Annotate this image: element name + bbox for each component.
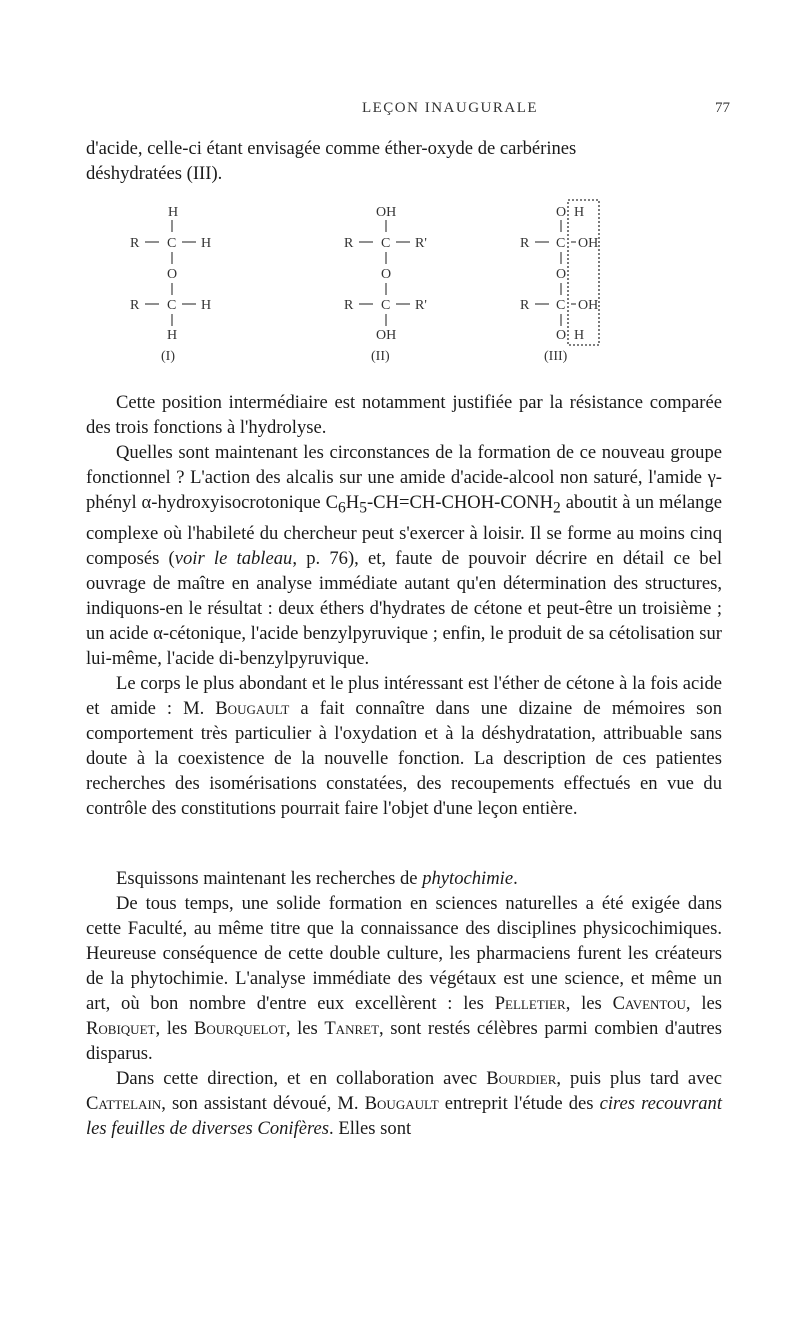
formula-I-upper-c: C bbox=[167, 236, 177, 251]
formula-I-bottom-sub: H bbox=[167, 328, 178, 343]
formula-III-bottom-h: H bbox=[574, 328, 585, 343]
separator: , les bbox=[155, 1018, 194, 1039]
phytochemistry-term: phytochimie bbox=[422, 868, 514, 889]
formula-III-lower-right: OH bbox=[578, 298, 599, 313]
formula-III-lower-left: R bbox=[520, 298, 530, 313]
paragraph-waxes-text-d: entreprit l'étude des bbox=[438, 1093, 600, 1114]
author-name: Robiquet bbox=[86, 1018, 156, 1039]
formula-II-bridge: O bbox=[381, 267, 392, 282]
formula-I-bridge: O bbox=[167, 267, 178, 282]
paragraph-formation-text-c: aboutit à un mélange complexe où l'habileté du chercheur peut s'exercer à loisir. Il se forme au moins cinq composés ( bbox=[86, 492, 722, 569]
formula-I-lower-left: R bbox=[130, 298, 140, 313]
author-name: Pelletier bbox=[494, 993, 566, 1014]
formula-III-bridge: O bbox=[556, 267, 567, 282]
paragraph-phyto-text-a: Esquissons maintenant les recherches de bbox=[116, 868, 423, 889]
formula-I-lower-c: C bbox=[167, 298, 177, 313]
formula-III bbox=[520, 200, 599, 364]
formula-subscript: 6 bbox=[338, 499, 346, 517]
paragraph-formation bbox=[86, 440, 722, 671]
formula-II-top-sub: OH bbox=[376, 205, 397, 220]
author-name: Cattelain bbox=[86, 1093, 162, 1114]
formula-II-upper-right: R' bbox=[415, 236, 427, 251]
formula-I-top-sub: H bbox=[168, 205, 179, 220]
wax-study-title: cires recouvrant les feuilles de diverses Conifères bbox=[86, 1093, 722, 1139]
paragraph-ether-text-a: Le corps le plus abondant et le plus intéressant est l'éther de cétone à la fois acide et amide : M. bbox=[86, 672, 722, 719]
formula-chain: -CH=CH-CHOH-CONH bbox=[366, 492, 554, 513]
formula-II-label: (II) bbox=[371, 349, 390, 364]
formula-III-top-o: O bbox=[556, 205, 567, 220]
paragraph-formation-text-a: Quelles sont maintenant les circonstances de la formation de ce nouveau groupe fonctionnel ? L'action des alcalis sur une amide d'acide-alcool non saturé, l'amide γ-phényl α-hydroxyisocrotonique C bbox=[86, 442, 722, 513]
author-name: Bougault bbox=[215, 697, 290, 719]
intro-text bbox=[86, 136, 722, 186]
formula-III-upper-right: OH bbox=[578, 236, 599, 251]
paragraph-phytochemistry-intro bbox=[86, 866, 722, 891]
formula-II-lower-c: C bbox=[381, 298, 391, 313]
formula-atom-h: H bbox=[345, 492, 360, 513]
formula-III-dehydration-box bbox=[568, 200, 599, 345]
formula-subscript: 2 bbox=[553, 499, 561, 517]
table-reference: voir le tableau bbox=[174, 547, 293, 569]
paragraph-pharmacists-text-b: , sont restés célèbres parmi combien d'autres disparus. bbox=[86, 1018, 722, 1064]
formula-III-label: (III) bbox=[544, 349, 568, 364]
paragraph-ether-text-b: a fait connaître dans une dizaine de mémoires son comportement très particulier à l'oxydation et à la déshydratation, attribuable sans doute à la coexistence de la nouvelle fonction. La description de ces patientes recherches des isomérisations constatées, des recoupements effectués en vue du contrôle des constitutions pourrait faire l'objet d'une leçon entière. bbox=[86, 697, 723, 819]
formula-I bbox=[130, 205, 211, 364]
formula-III-bottom-o: O bbox=[556, 328, 567, 343]
paragraph-ether bbox=[86, 671, 722, 821]
formula-III-upper-left: R bbox=[520, 236, 530, 251]
paragraph-pharmacists-text-a: De tous temps, une solide formation en sciences naturelles a été exigée dans cette Faculté, au même titre que la connaissance des disciplines physicochimiques. Heureuse conséquence de cette double culture, les pharmaciens furent les créateurs de la phytochimie. L'analyse immédiate des végétaux est une science, et même un art, où bon nombre d'entre eux excellèrent : les bbox=[86, 893, 722, 1014]
structural-formulas bbox=[130, 196, 650, 364]
separator: , les bbox=[685, 993, 722, 1014]
paragraph-hydrolysis: Cette position intermédiaire est notamment justifiée par la résistance comparée des trois fonctions à l'hydrolyse. bbox=[86, 392, 722, 438]
paragraph-formation-text-d: , p. 76), et, faute de pouvoir décrire en détail ce bel ouvrage de maître en analyse immédiate autant qu'en détermination des structures, indiquons-en le résultat : deux éthers d'hydrates de cétone et peut-être un troisième ; un acide α-cétonique, l'acide benzylpyruvique ; enfin, le produit de sa cétolisation sur lui-même, l'acide di-benzylpyruvique. bbox=[86, 547, 722, 669]
phytochemistry-text bbox=[86, 866, 722, 1141]
formula-II-upper-c: C bbox=[381, 236, 391, 251]
formula-subscript: 5 bbox=[359, 499, 367, 517]
paragraph-waxes-text-a: Dans cette direction, et en collaboration avec bbox=[116, 1068, 487, 1089]
running-title: LEÇON INAUGURALE bbox=[361, 100, 539, 116]
formula-II-upper-left: R bbox=[344, 236, 354, 251]
paragraph-waxes-text-c: , son assistant dévoué, M. bbox=[161, 1093, 365, 1114]
formula-I-label: (I) bbox=[161, 349, 175, 364]
paragraph-waxes bbox=[86, 1066, 722, 1141]
formula-III-lower-c: C bbox=[556, 298, 566, 313]
formula-II-lower-left: R bbox=[344, 298, 354, 313]
intro-line-1: d'acide, celle-ci étant envisagée comme éther-oxyde de carbérines bbox=[86, 138, 577, 159]
formula-I-upper-left: R bbox=[130, 236, 140, 251]
separator: , les bbox=[565, 993, 613, 1014]
paragraph-waxes-text-b: , puis plus tard avec bbox=[556, 1068, 722, 1089]
formula-II-bottom-sub: OH bbox=[376, 328, 397, 343]
author-name: Caventou bbox=[612, 993, 686, 1014]
formula-II-lower-right: R' bbox=[415, 298, 427, 313]
formula-I-lower-right: H bbox=[201, 298, 212, 313]
formula-III-upper-c: C bbox=[556, 236, 566, 251]
paragraph-phyto-text-b: . bbox=[513, 868, 518, 889]
paragraph-waxes-text-e: . Elles sont bbox=[329, 1118, 412, 1139]
author-name: Bourquelot bbox=[193, 1018, 286, 1039]
intro-line-2: déshydratées (III). bbox=[86, 163, 223, 184]
formula-III-top-h: H bbox=[574, 205, 585, 220]
author-name: Bourdier bbox=[486, 1068, 557, 1089]
separator: , les bbox=[285, 1018, 325, 1039]
formula-I-upper-right: H bbox=[201, 236, 212, 251]
formula-II bbox=[344, 205, 427, 364]
author-name: Bougault bbox=[364, 1093, 439, 1114]
paragraph-pharmacists bbox=[86, 891, 722, 1066]
author-name: Tanret bbox=[324, 1018, 380, 1039]
main-text bbox=[86, 390, 722, 821]
page-number: 77 bbox=[715, 100, 730, 116]
